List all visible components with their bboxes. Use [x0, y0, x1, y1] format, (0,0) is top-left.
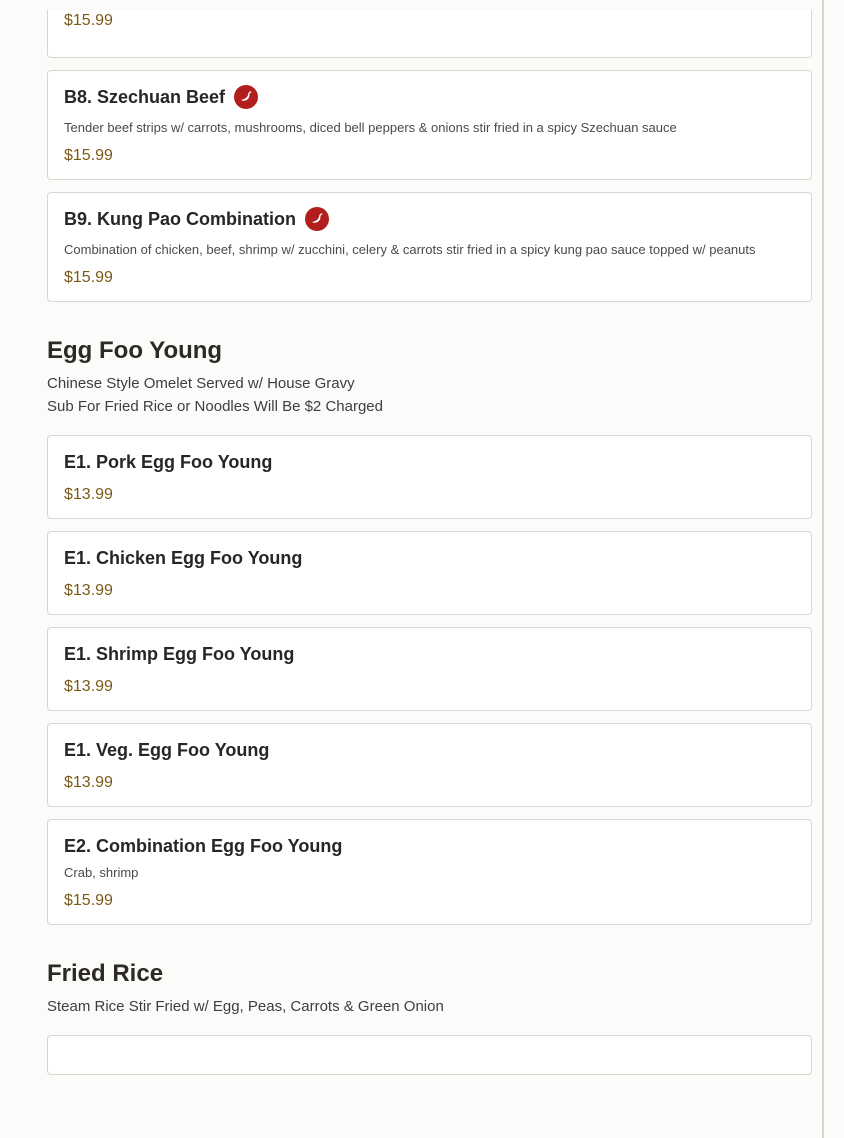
item-description: Crab, shrimp	[64, 865, 139, 880]
chili-pepper-icon	[234, 85, 258, 109]
section-title: Fried Rice	[47, 960, 164, 987]
item-price: $13.99	[64, 486, 113, 503]
section-subtitle: Sub For Fried Rice or Noodles Will Be $2 Charged	[47, 398, 383, 415]
menu-item-card[interactable]	[47, 70, 812, 180]
menu-item-card[interactable]	[47, 723, 812, 807]
scroll-divider	[822, 0, 824, 1138]
item-description: Tender beef strips w/ carrots, mushrooms, diced bell peppers & onions stir fried in a spicy Szechuan sauce	[64, 120, 677, 135]
item-price: $15.99	[64, 892, 113, 909]
section-subtitle: Chinese Style Omelet Served w/ House Gravy	[47, 375, 355, 392]
item-name: E1. Chicken Egg Foo Young	[64, 548, 303, 568]
item-name: B8. Szechuan Beef	[64, 87, 226, 107]
menu-item-card[interactable]	[47, 435, 812, 519]
item-price: $13.99	[64, 582, 113, 599]
menu-item-card[interactable]	[47, 531, 812, 615]
item-price: $15.99	[64, 12, 113, 29]
chili-pepper-icon	[305, 207, 329, 231]
section-subtitle: Steam Rice Stir Fried w/ Egg, Peas, Carrots & Green Onion	[47, 998, 444, 1015]
item-name: E1. Shrimp Egg Foo Young	[64, 644, 295, 664]
item-name: E2. Combination Egg Foo Young	[64, 836, 343, 856]
menu-item-card[interactable]	[47, 10, 812, 58]
menu-item-card[interactable]	[47, 819, 812, 925]
item-description: Combination of chicken, beef, shrimp w/ zucchini, celery & carrots stir fried in a spicy kung pao sauce topped w/ peanuts	[64, 242, 756, 257]
item-price: $15.99	[64, 147, 113, 164]
menu-content	[47, 0, 812, 1087]
item-name: E1. Pork Egg Foo Young	[64, 452, 273, 472]
section-title: Egg Foo Young	[47, 337, 223, 364]
menu-item-card[interactable]	[47, 627, 812, 711]
item-price: $13.99	[64, 774, 113, 791]
item-price: $13.99	[64, 678, 113, 695]
menu-item-card[interactable]	[47, 192, 812, 302]
item-name: E1. Veg. Egg Foo Young	[64, 740, 270, 760]
menu-item-card[interactable]	[47, 1035, 812, 1075]
item-price: $15.99	[64, 269, 113, 286]
item-name: B9. Kung Pao Combination	[64, 209, 296, 229]
